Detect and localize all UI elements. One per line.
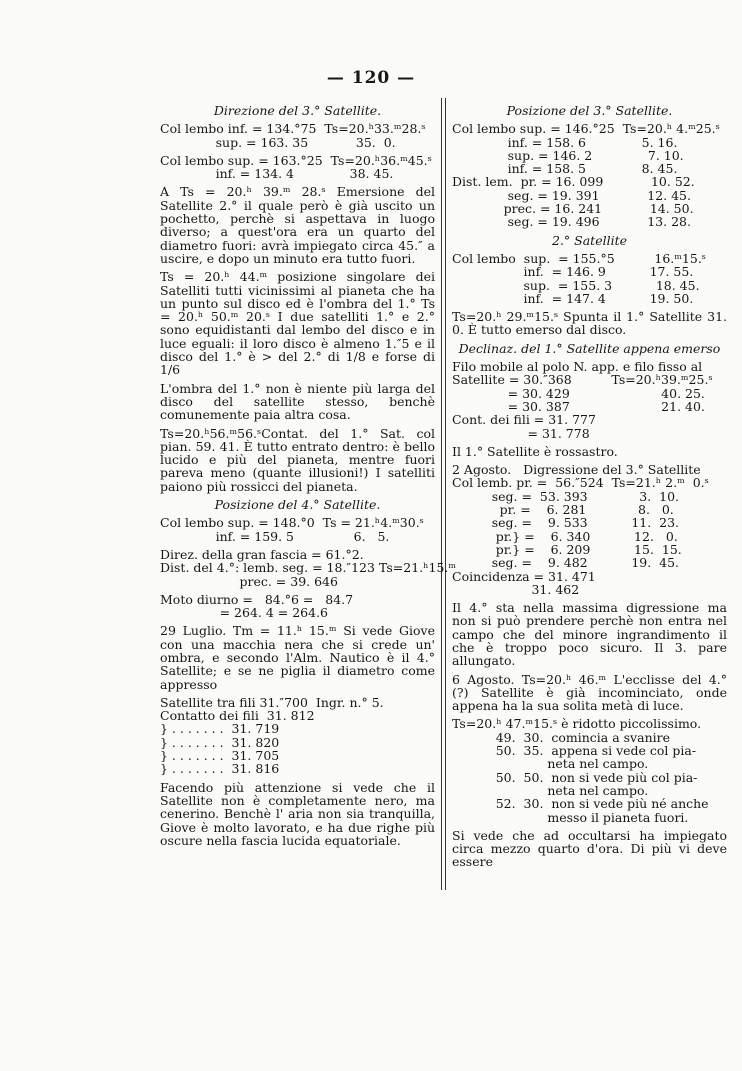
right-obs-5-line: 50. 35. appena si vede col pia- xyxy=(452,743,697,759)
right-obs-4-line: 2 Agosto. Digressione del 3.° Satellite xyxy=(452,462,701,478)
right-obs-2 xyxy=(452,252,727,305)
right-obs-5-line: Ts=20.ʰ 47.ᵐ15.ˢ è ridotto piccolissimo. xyxy=(452,716,702,732)
right-column xyxy=(452,104,727,874)
left-heading-2: Posizione del 4.° Satellite. xyxy=(214,497,381,513)
left-obs-5-line: Moto diurno = 84.°6 = 84.7 xyxy=(160,591,354,607)
left-obs-4-line: prec. = 39. 646 xyxy=(160,573,338,589)
right-obs-4-line: pr.} = 6. 340 12. 0. xyxy=(452,528,678,544)
right-obs-1 xyxy=(452,122,727,228)
left-para-1: A Ts = 20.ʰ 39.ᵐ 28.ˢ Emersione del Satellite 2.° il quale però è già uscito un pochetto, perchè si aspettava in luogo diverso; a quest'ora era un quarto del diametro fuori: avrà impiegato circa 45.″ a uscire, e dopo un minuto era tutto fuori. xyxy=(160,184,435,266)
right-heading-2: 2.° Satellite xyxy=(552,232,627,248)
right-obs-4 xyxy=(452,463,727,596)
right-obs-2-line: Col lembo sup. = 155.°5 16.ᵐ15.ˢ xyxy=(452,250,707,266)
right-obs-1-line: Col lembo sup. = 146.°25 Ts=20.ʰ 4.ᵐ25.ˢ xyxy=(452,121,720,137)
left-obs-3 xyxy=(160,516,435,543)
left-obs-4-line: Dist. del 4.°: lemb. seg. = 18.″123 Ts=21.ʰ15.ᵐ xyxy=(160,560,457,576)
left-obs-6-line: } . . . . . . . 31. 820 xyxy=(160,734,280,750)
right-para-3: Il 4.° sta nella massima digressione ma non si può prendere perchè non entra nel campo che del minore ingrandimento il che è troppo poco sicuro. Il 3. pare allungato. xyxy=(452,600,727,669)
left-obs-2 xyxy=(160,154,435,181)
right-obs-4-line: seg. = 53. 393 3. 10. xyxy=(452,488,680,504)
right-obs-5 xyxy=(452,717,727,823)
right-obs-3-line: = 30. 387 21. 40. xyxy=(452,398,705,414)
right-obs-3-line: = 31. 778 xyxy=(452,425,590,441)
left-obs-1-line: Col lembo inf. = 134.°75 Ts=20.ʰ33.ᵐ28.ˢ xyxy=(160,121,426,137)
right-para-2: Il 1.° Satellite è rossastro. xyxy=(452,443,618,459)
right-obs-4-line: pr.} = 6. 209 15. 15. xyxy=(452,541,682,557)
right-obs-2-line: sup. = 155. 3 18. 45. xyxy=(452,277,700,293)
right-para-5: Si vede che ad occultarsi ha impiegato circa mezzo quarto d'ora. Di più vi deve essere xyxy=(452,827,727,870)
left-obs-6 xyxy=(160,696,435,776)
right-obs-3-line: Cont. dei fili = 31. 777 xyxy=(452,412,596,428)
right-obs-4-line: seg. = 9. 533 11. 23. xyxy=(452,515,680,531)
right-obs-1-line: seg. = 19. 391 12. 45. xyxy=(452,187,691,203)
left-obs-2-line: inf. = 134. 4 38. 45. xyxy=(160,166,394,182)
left-column xyxy=(160,103,457,852)
right-para-1: Ts=20.ʰ 29.ᵐ15.ˢ Spunta il 1.° Satellite 31. 0. È tutto emerso dal disco. xyxy=(452,309,727,338)
right-obs-5-line: 50. 50. non si vede più col pia- xyxy=(452,769,698,785)
right-obs-5-line: 49. 30. comincia a svanire xyxy=(452,729,670,745)
left-obs-5-line: = 264. 4 = 264.6 xyxy=(160,605,329,621)
left-obs-4 xyxy=(160,546,457,589)
right-obs-3-line: = 30. 429 40. 25. xyxy=(452,385,705,401)
left-para-3: L'ombra del 1.° non è niente più larga del disco del satellite stesso, benchè comunemente paia altra cosa. xyxy=(160,380,435,423)
left-para-5: 29 Luglio. Tm = 11.ʰ 15.ᵐ Si vede Giove con una macchia nera che si crede un' ombra, e secondo l'Alm. Nautico è il 4.° Satellite; e se ne piglia il diametro come appresso xyxy=(160,623,435,692)
left-obs-3-line: inf. = 159. 5 6. 5. xyxy=(160,528,390,544)
right-obs-4-line: 31. 462 xyxy=(452,581,580,597)
left-obs-5 xyxy=(160,593,435,620)
right-obs-1-line: seg. = 19. 496 13. 28. xyxy=(452,214,691,230)
right-obs-3-line: Filo mobile al polo N. app. e filo fisso al xyxy=(452,359,703,375)
column-divider xyxy=(441,98,446,890)
right-heading-3: Declinaz. del 1.° Satellite appena emerso xyxy=(458,340,721,356)
right-obs-5-line: 52. 30. non si vede più né anche xyxy=(452,796,709,812)
left-para-2: Ts = 20.ʰ 44.ᵐ posizione singolare dei Satelliti tutti vicinissimi al pianeta che ha un punto sul disco ed è l'ombra del 1.° Ts = 20.ʰ 50.ᵐ 20.ˢ I due satelliti 1.° e 2.° sono equidistanti dal lembo del disco e in luce eguali: il loro disco è almeno 1.″5 e il disco del 1.° è > del 2.° di 1/8 e forse di 1/6 xyxy=(160,269,435,378)
left-para-4: Ts=20.ʰ56.ᵐ56.ˢContat. del 1.° Sat. col pian. 59. 41. È tutto entrato dentro: è bello lucido e più del pianeta, mentre fuori pareva meno (quante illusioni!) I satelliti paiono più rossicci del pianeta. xyxy=(160,425,435,494)
right-para-4: 6 Agosto. Ts=20.ʰ 46.ᵐ L'ecclisse del 4.° (?) Satellite è già incominciato, onde appena ha la sua solita metà di luce. xyxy=(452,671,727,714)
left-obs-3-line: Col lembo sup. = 148.°0 Ts = 21.ʰ4.ᵐ30.ˢ xyxy=(160,515,424,531)
page-number: — 120 — xyxy=(326,68,416,88)
right-obs-1-line: sup. = 146. 2 7. 10. xyxy=(452,147,684,163)
right-obs-3-line: Satellite = 30.″368 Ts=20.ʰ39.ᵐ25.ˢ xyxy=(452,372,713,388)
right-obs-1-line: Dist. lem. pr. = 16. 099 10. 52. xyxy=(452,174,695,190)
left-para-6: Facendo più attenzione si vede che il Satellite non è completamente nero, ma cenerino. Benchè l' aria non sia tranquilla, Giove è molto lavorato, e ha due righe più oscure nella fascia lucida equatoriale. xyxy=(160,779,435,848)
right-obs-2-line: inf. = 147. 4 19. 50. xyxy=(452,290,694,306)
left-obs-6-line: Contatto dei fili 31. 812 xyxy=(160,708,315,724)
left-obs-1-line: sup. = 163. 35 35. 0. xyxy=(160,134,396,150)
left-obs-4-line: Direz. della gran fascia = 61.°2. xyxy=(160,546,364,562)
left-obs-1 xyxy=(160,122,435,149)
left-obs-6-line: Satellite tra fili 31.″700 Ingr. n.° 5. xyxy=(160,694,384,710)
right-obs-2-line: inf. = 146. 9 17. 55. xyxy=(452,264,694,280)
right-obs-4-line: Coincidenza = 31. 471 xyxy=(452,568,596,584)
right-obs-1-line: inf. = 158. 6 5. 16. xyxy=(452,134,678,150)
right-heading-1: Posizione del 3.° Satellite. xyxy=(506,103,673,118)
right-obs-3 xyxy=(452,360,727,440)
right-obs-1-line: prec. = 16. 241 14. 50. xyxy=(452,201,694,217)
right-obs-5-line: neta nel campo. xyxy=(452,782,649,798)
right-obs-4-line: pr. = 6. 281 8. 0. xyxy=(452,502,674,518)
right-obs-4-line: Col lemb. pr. = 56.″524 Ts=21.ʰ 2.ᵐ 0.ˢ xyxy=(452,475,709,491)
left-obs-6-line: } . . . . . . . 31. 816 xyxy=(160,761,280,777)
right-obs-1-line: inf. = 158. 5 8. 45. xyxy=(452,161,678,177)
right-obs-5-line: neta nel campo. xyxy=(452,756,649,772)
left-heading-1: Direzione del 3.° Satellite. xyxy=(213,103,382,118)
right-obs-5-line: messo il pianeta fuori. xyxy=(452,809,689,825)
left-obs-6-line: } . . . . . . . 31. 719 xyxy=(160,721,280,737)
left-obs-6-line: } . . . . . . . 31. 705 xyxy=(160,748,280,764)
right-obs-4-line: seg. = 9. 482 19. 45. xyxy=(452,555,680,571)
left-obs-2-line: Col lembo sup. = 163.°25 Ts=20.ʰ36.ᵐ45.ˢ xyxy=(160,152,432,168)
